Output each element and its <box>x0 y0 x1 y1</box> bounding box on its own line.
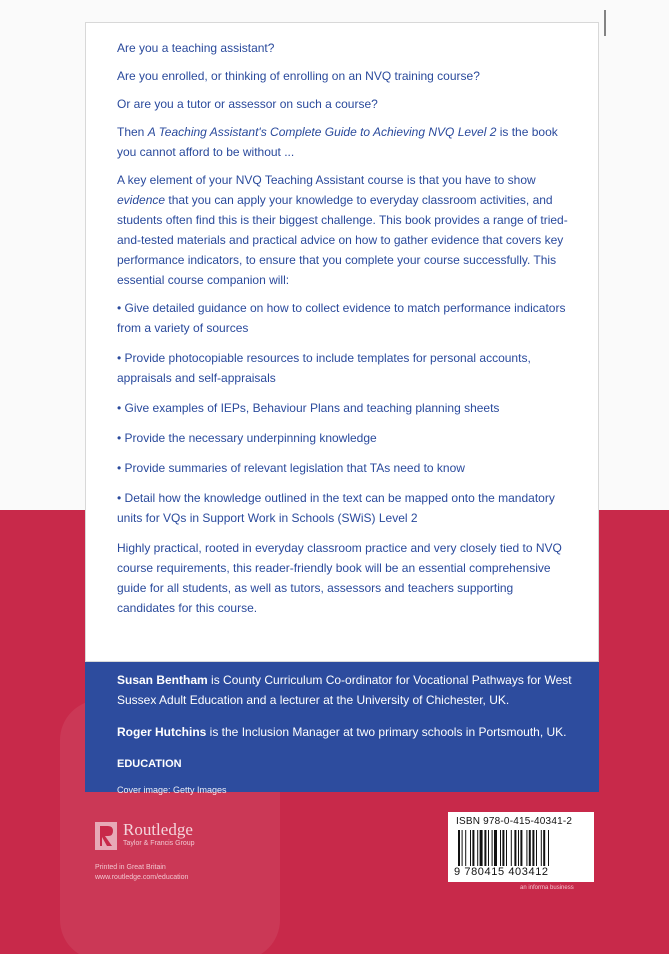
feature-list <box>117 298 573 528</box>
barcode-bar <box>506 830 507 866</box>
barcode-bar <box>472 830 474 866</box>
barcode-bar <box>532 830 534 866</box>
description-paragraph <box>117 170 573 290</box>
barcode-bars <box>458 830 584 866</box>
author-text <box>117 670 587 812</box>
barcode-bar <box>465 830 466 866</box>
author-bio-text-2: is the Inclusion Manager at two primary schools in Portsmouth, UK. <box>206 725 567 739</box>
intro-line-3: Or are you a tutor or assessor on such a course? <box>117 97 378 111</box>
pitch-prefix: Then <box>117 125 148 139</box>
barcode-bar <box>514 830 516 866</box>
barcode-bar <box>520 830 522 866</box>
printed-in: Printed in Great Britain <box>95 864 166 871</box>
barcode-bar <box>470 830 471 866</box>
author-bio-2 <box>117 722 587 742</box>
publisher-tagline: Taylor & Francis Group <box>123 840 195 847</box>
closing-paragraph: Highly practical, rooted in everyday classroom practice and very closely tied to NVQ course requirements, this reader-friendly book will be an essential comprehensive guide for all students, as well as tutors, assessors and teachers supporting candidates for this course. <box>117 541 562 615</box>
barcode-bar <box>477 830 478 866</box>
routledge-logo-icon <box>95 822 117 850</box>
feature-item: • Provide summaries of relevant legislation that TAs need to know <box>117 461 465 475</box>
blurb-text <box>117 38 573 628</box>
feature-item: • Provide photocopiable resources to include templates for personal accounts, appraisals and self-appraisals <box>117 351 531 385</box>
barcode-bar <box>480 830 483 866</box>
feature-item: • Provide the necessary underpinning knowledge <box>117 431 377 445</box>
barcode-box <box>448 812 594 882</box>
pitch-suffix: is the book you cannot afford to be without ... <box>117 125 558 159</box>
isbn-label: ISBN 978-0-415-40341-2 <box>456 816 573 827</box>
barcode-bar <box>526 830 527 866</box>
barcode-bar <box>500 830 501 866</box>
subject-label: EDUCATION <box>117 758 182 770</box>
barcode-bar <box>488 830 489 866</box>
publisher-name: Routledge <box>123 820 193 839</box>
informa-note: an informa business <box>520 885 574 891</box>
barcode-bar <box>543 830 545 866</box>
barcode-bar <box>518 830 519 866</box>
pitch-paragraph <box>117 122 573 162</box>
feature-item: • Give detailed guidance on how to collect evidence to match performance indicators from a variety of sources <box>117 301 566 335</box>
author-bio-1 <box>117 670 587 710</box>
book-title: A Teaching Assistant's Complete Guide to Achieving NVQ Level 2 <box>147 125 497 139</box>
barcode-bar <box>492 830 493 866</box>
barcode-bar <box>494 830 497 866</box>
barcode-bar <box>536 830 537 866</box>
barcode-bar <box>462 830 463 866</box>
publisher-block <box>95 818 295 888</box>
barcode-bar <box>484 830 486 866</box>
barcode-bar <box>541 830 542 866</box>
description-part-2: that you can apply your knowledge to everyday classroom activities, and students often find this is their biggest challenge. This book provides a range of tried-and-tested materials and practical advice on how to gather evidence that covers key performance indicators, to ensure that you complete your course successfully. This essential course companion will: <box>117 193 568 287</box>
author-bio-text-1: is County Curriculum Co-ordinator for Vocational Pathways for West Sussex Adult Education and a lecturer at the University of Chichester, UK. <box>117 673 572 707</box>
description-part-1: A key element of your NVQ Teaching Assistant course is that you have to show <box>117 173 536 187</box>
barcode-bar <box>502 830 504 866</box>
author-name-2: Roger Hutchins <box>117 725 207 739</box>
author-name-1: Susan Bentham <box>117 673 208 687</box>
barcode-bar <box>458 830 460 866</box>
publisher-website: www.routledge.com/education <box>95 874 189 881</box>
feature-item: • Give examples of IEPs, Behaviour Plans and teaching planning sheets <box>117 401 500 415</box>
barcode-bar <box>511 830 512 866</box>
edge-mark <box>604 10 606 36</box>
barcode-bar <box>529 830 531 866</box>
intro-line-1: Are you a teaching assistant? <box>117 41 275 55</box>
barcode-digits: 9 780415 403412 <box>454 866 549 878</box>
barcode-bar <box>548 830 549 866</box>
intro-line-2: Are you enrolled, or thinking of enrolling on an NVQ training course? <box>117 69 480 83</box>
description-emphasis: evidence <box>117 193 166 207</box>
feature-item: • Detail how the knowledge outlined in the text can be mapped onto the mandatory units for VQs in Support Work in Schools (SWiS) Level 2 <box>117 491 555 525</box>
cover-credit: Cover image: Getty Images <box>117 785 227 795</box>
